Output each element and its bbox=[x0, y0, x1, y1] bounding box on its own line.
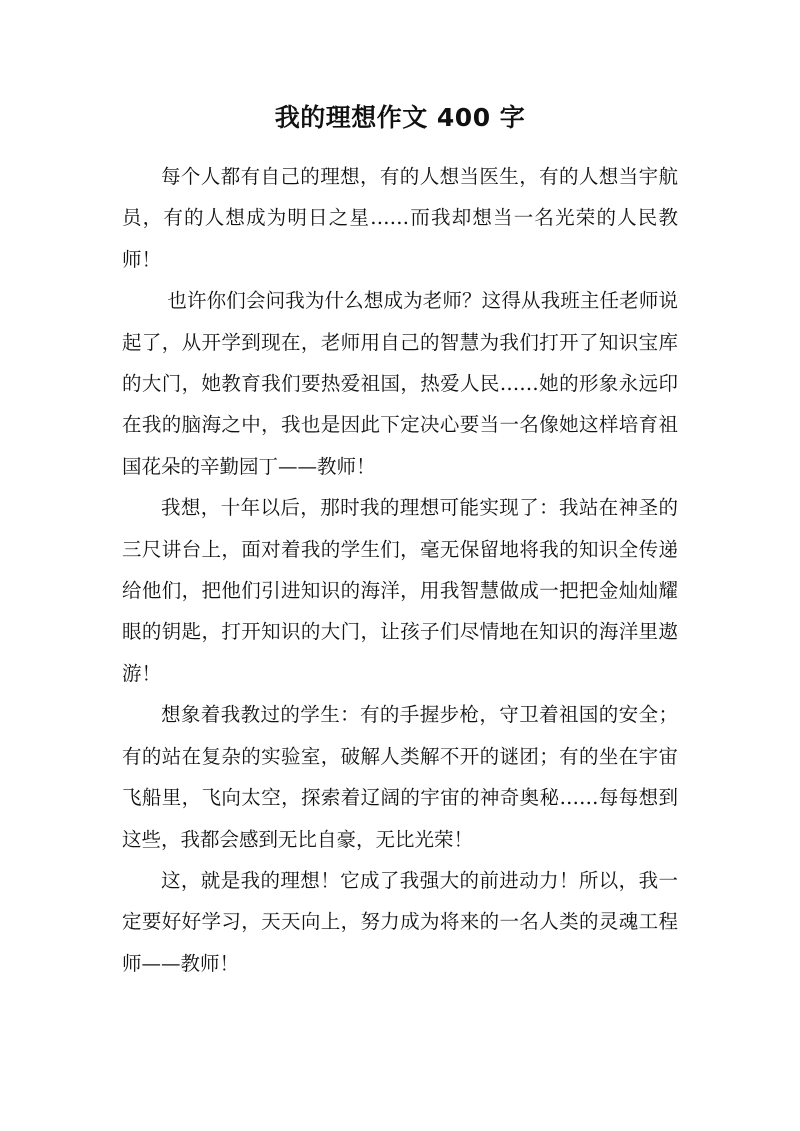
paragraph-2: 也许你们会问我为什么想成为老师？这得从我班主任老师说起了，从开学到现在，老师用自己的智慧为我们打开了知识宝库的大门，她教育我们要热爱祖国，热爱人民……她的形象永远印在我的脑海之中，我也是因此下定决心要当一名像她这样培育祖国花朵的辛勤园丁——教师！ bbox=[122, 289, 678, 478]
paragraph-5: 这，就是我的理想！它成了我强大的前进动力！所以，我一定要好好学习，天天向上，努力成为将来的一名人类的灵魂工程师——教师！ bbox=[122, 868, 678, 975]
document-body bbox=[122, 156, 678, 984]
paragraph-4: 想象着我教过的学生：有的手握步枪，守卫着祖国的安全；有的站在复杂的实验室，破解人类解不开的谜团；有的坐在宇宙飞船里，飞向太空，探索着辽阔的宇宙的神奇奥秘……每每想到这些，我都会感到无比自豪，无比光荣！ bbox=[122, 703, 678, 851]
paragraph-3: 我想，十年以后，那时我的理想可能实现了：我站在神圣的三尺讲台上，面对着我的学生们，毫无保留地将我的知识全传递给他们，把他们引进知识的海洋，用我智慧做成一把把金灿灿耀眼的钥匙，打开知识的大门，让孩子们尽情地在知识的海洋里遨游！ bbox=[122, 496, 678, 685]
document-title: 我的理想作文 400 字 bbox=[274, 103, 526, 132]
paragraph-1: 每个人都有自己的理想，有的人想当医生，有的人想当宇航员，有的人想成为明日之星……而我却想当一名光荣的人民教师！ bbox=[122, 165, 678, 271]
